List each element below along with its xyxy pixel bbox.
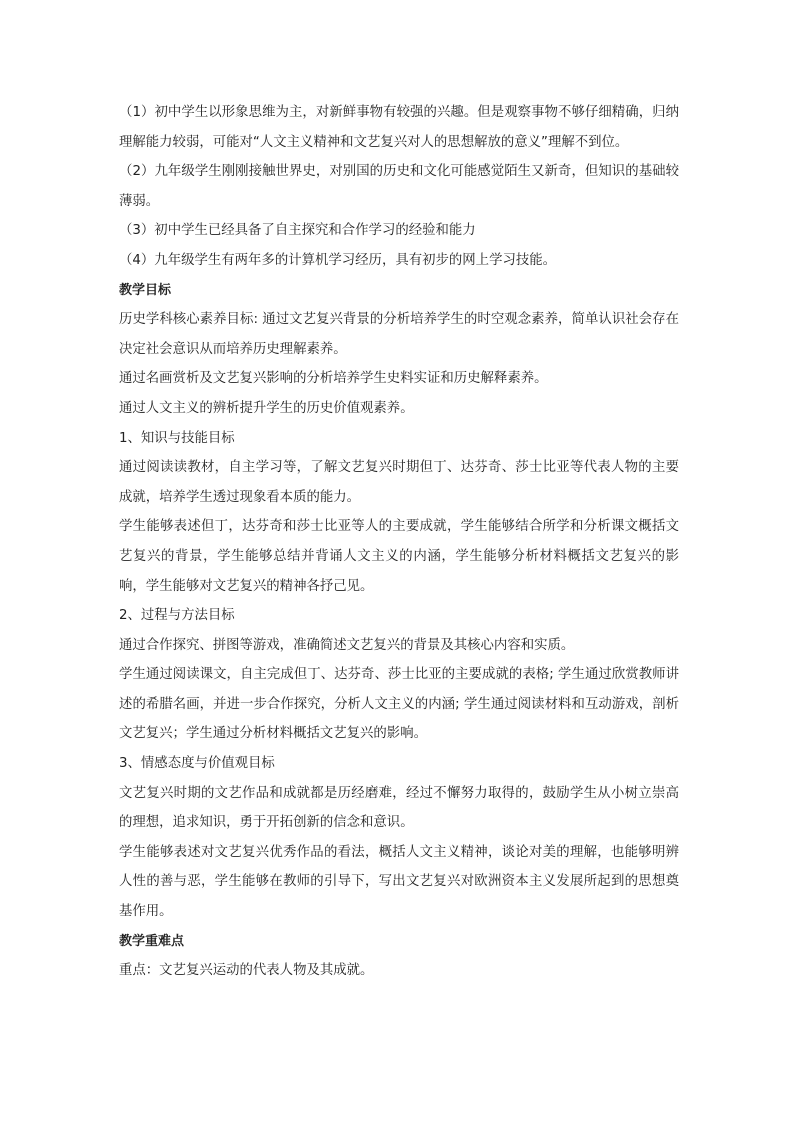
heading-teaching-goals: 教学目标 — [119, 282, 172, 298]
paragraph-learner-2: （2）九年级学生刚刚接触世界史，对别国的历史和文化可能感觉陌生又新奇，但知识的基础较薄弱。 — [119, 164, 679, 209]
paragraph-knowledge-2: 学生能够表述但丁，达芬奇和莎士比亚等人的主要成就，学生能够结合所学和分析课文概括文艺复兴的背景，学生能够总结并背诵人文主义的内涵，学生能够分析材料概括文艺复兴的影响，学生能够对文艺复兴的精神各抒己见。 — [119, 519, 679, 594]
paragraph-knowledge-1: 通过阅读读教材，自主学习等，了解文艺复兴时期但丁、达芬奇、莎士比亚等代表人物的主要成就，培养学生透过现象看本质的能力。 — [119, 460, 679, 505]
subheading-knowledge-skills: 1、知识与技能目标 — [119, 430, 235, 446]
paragraph-core-literacy: 历史学科核心素养目标: 通过文艺复兴背景的分析培养学生的时空观念素养，简单认识社会存在决定社会意识从而培养历史理解素养。 — [119, 312, 679, 357]
paragraph-process-2: 学生通过阅读课文，自主完成但丁、达芬奇、莎士比亚的主要成就的表格; 学生通过欣赏教师讲述的希腊名画，并进一步合作探究，分析人文主义的内涵; 学生通过阅读材料和互动游戏，剖析文艺复兴；学生通过分析材料概括文艺复兴的影响。 — [119, 667, 679, 742]
paragraph-emotion-2: 学生能够表述对文艺复兴优秀作品的看法，概括人文主义精神，谈论对美的理解，也能够明辨人性的善与恶，学生能够在教师的引导下，写出文艺复兴对欧洲资本主义发展所起到的思想奠基作用。 — [119, 844, 679, 920]
paragraph-learner-1: （1）初中学生以形象思维为主，对新鲜事物有较强的兴趣。但是观察事物不够仔细精确，归纳理解能力较弱，可能对“人文主义精神和文艺复兴对人的思想解放的意义”理解不到位。 — [119, 105, 679, 150]
paragraph-painting-analysis: 通过名画赏析及文艺复兴影响的分析培养学生史料实证和历史解释素养。 — [119, 371, 548, 387]
heading-key-difficult-points: 教学重难点 — [119, 933, 185, 949]
paragraph-learner-4: （4）九年级学生有两年多的计算机学习经历，具有初步的网上学习技能。 — [119, 252, 557, 268]
paragraph-emotion-1: 文艺复兴时期的文艺作品和成就都是历经磨难，经过不懈努力取得的，鼓励学生从小树立崇高的理想，追求知识，勇于开拓创新的信念和意识。 — [119, 785, 679, 831]
document-page — [119, 98, 679, 986]
paragraph-humanism-value: 通过人文主义的辨析提升学生的历史价值观素养。 — [119, 400, 414, 416]
paragraph-learner-3: （3）初中学生已经具备了自主探究和合作学习的经验和能力 — [119, 223, 476, 239]
subheading-emotion-values: 3、情感态度与价值观目标 — [119, 756, 275, 772]
paragraph-key-point: 重点：文艺复兴运动的代表人物及其成就。 — [119, 963, 374, 979]
subheading-process-method: 2、过程与方法目标 — [119, 608, 235, 624]
paragraph-process-1: 通过合作探究、拼图等游戏，准确简述文艺复兴的背景及其核心内容和实质。 — [119, 637, 575, 653]
